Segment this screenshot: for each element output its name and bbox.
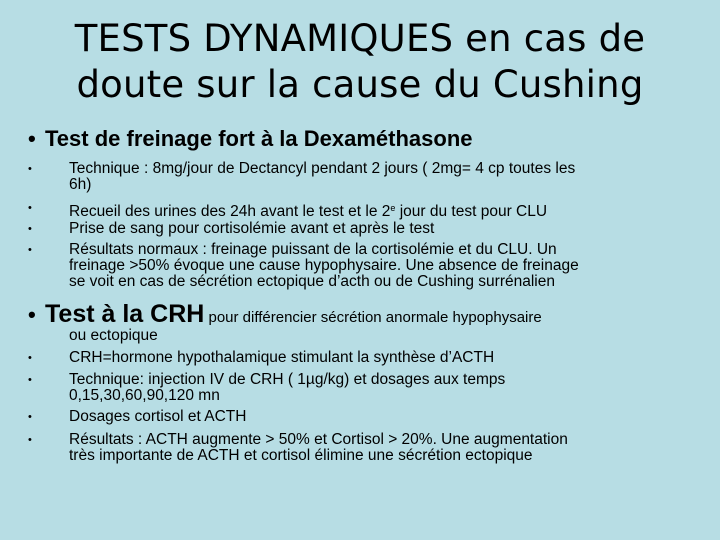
section2-heading-continued: ou ectopique bbox=[69, 327, 158, 344]
title-line-2: doute sur la cause du Cushing bbox=[76, 63, 644, 106]
bullet-icon: • bbox=[28, 223, 32, 235]
bullet-icon: • bbox=[28, 163, 32, 175]
bullet-icon: • bbox=[28, 352, 32, 364]
section2-heading: • Test à la CRH pour différencier sécrétion anormale hypophysaire bbox=[28, 300, 542, 328]
bullet-icon: • bbox=[28, 202, 32, 214]
slide-title bbox=[30, 16, 690, 108]
bullet-icon: • bbox=[28, 126, 36, 151]
section1-heading: • Test de freinage fort à la Dexaméthasone bbox=[28, 126, 473, 151]
bullet-icon: • bbox=[28, 374, 32, 386]
bullet-icon: • bbox=[28, 302, 36, 327]
bullet-icon: • bbox=[28, 434, 32, 446]
title-line-1: TESTS DYNAMIQUES en cas de bbox=[74, 17, 646, 60]
bullet-icon: • bbox=[28, 411, 32, 423]
bullet-icon: • bbox=[28, 244, 32, 256]
